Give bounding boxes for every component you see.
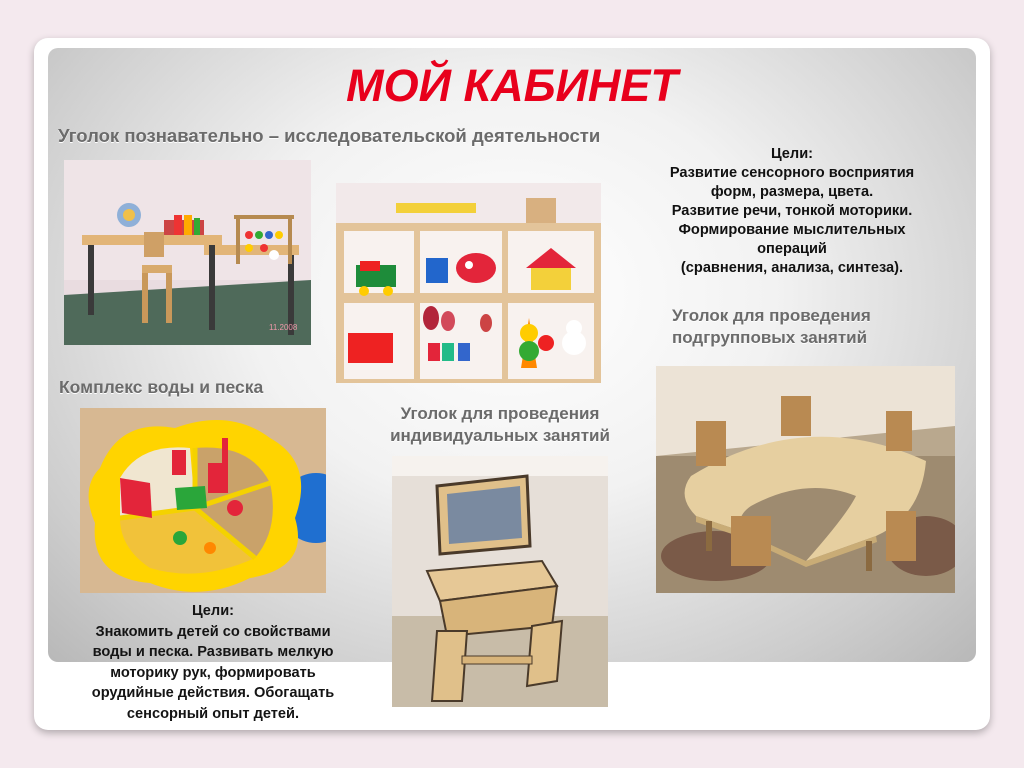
- research-goals-label: Цели:: [770, 146, 814, 162]
- subgroup-heading-line: Уголок для проведения: [672, 306, 871, 325]
- research-goals-line: форм, размера, цвета.: [710, 184, 874, 200]
- water-sand-goals-line: моторику рук, формировать: [110, 664, 316, 681]
- individual-heading-line: Уголок для проведения: [400, 404, 600, 423]
- water-sand-goals-line: сенсорный опыт детей.: [126, 705, 300, 722]
- individual-corner-heading: [355, 403, 645, 447]
- photo-date-stamp: 11.2008: [269, 323, 298, 332]
- water-sand-goals-line: Знакомить детей со свойствами: [95, 623, 331, 640]
- water-sand-goals-line: воды и песка. Развивать мелкую: [92, 644, 334, 660]
- subgroup-heading-line: подгрупповых занятий: [672, 328, 868, 347]
- water-sand-heading: Комплекс воды и песка: [59, 377, 264, 397]
- water-sand-goals-line: орудийные действия. Обогащать: [91, 685, 335, 701]
- individual-desk-photo: [392, 456, 608, 707]
- water-sand-goals-label: Цели:: [191, 603, 235, 619]
- subgroup-table-photo: [656, 366, 955, 593]
- research-goals-line: Развитие речи, тонкой моторики.: [671, 203, 913, 219]
- subgroup-corner-heading: [672, 305, 871, 349]
- research-goals-line: Развитие сенсорного восприятия: [669, 165, 915, 181]
- research-corner-heading: Уголок познавательно – исследовательской деятельности: [58, 125, 601, 146]
- research-goals-line: Формирование мыслительных: [678, 222, 906, 238]
- research-desk-photo: [64, 160, 311, 345]
- research-goals-line: операций: [757, 241, 827, 257]
- water-sand-goals: [64, 601, 362, 724]
- individual-heading-line: индивидуальных занятий: [390, 426, 610, 445]
- slide-title: МОЙ КАБИНЕТ: [346, 60, 678, 111]
- research-goals: [642, 145, 942, 278]
- toy-shelf-photo: [336, 183, 601, 383]
- research-goals-line: (сравнения, анализа, синтеза).: [680, 260, 904, 276]
- water-sand-photo: [80, 408, 326, 593]
